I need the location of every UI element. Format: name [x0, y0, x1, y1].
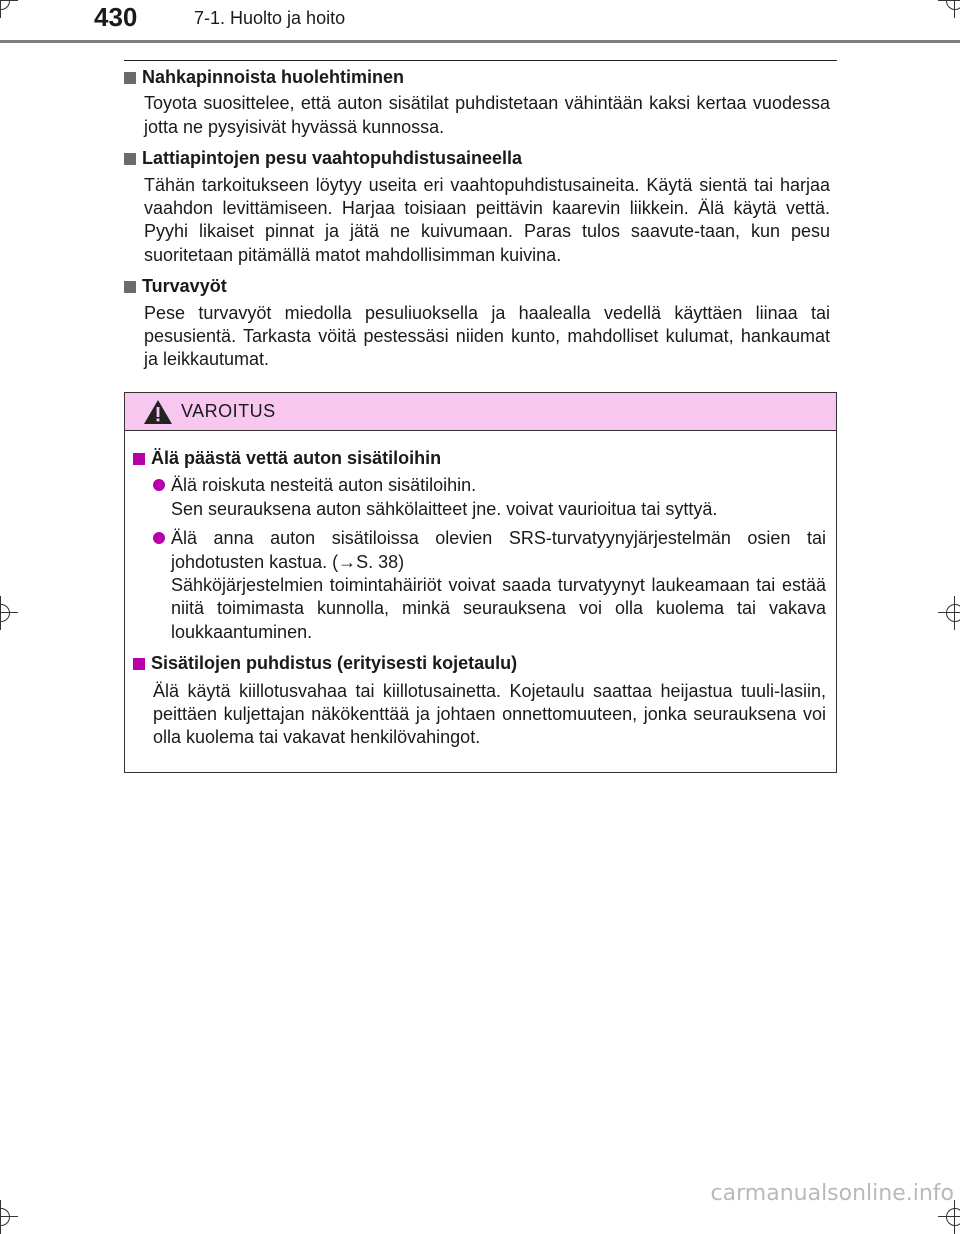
- square-bullet-icon: [133, 453, 145, 465]
- warning-bullet: [153, 474, 826, 521]
- bullet-text: Älä roiskuta nesteitä auton sisätiloihin.: [171, 475, 477, 496]
- warning-section-dashboard: [133, 652, 826, 750]
- warning-box: [124, 392, 837, 773]
- crop-mark-icon: [0, 1200, 18, 1234]
- crop-mark-icon: [938, 0, 960, 18]
- page-number: 430: [94, 2, 138, 32]
- main-content: [124, 66, 830, 380]
- square-bullet-icon: [124, 153, 136, 165]
- crop-mark-icon: [938, 596, 960, 630]
- section-floor: [124, 147, 830, 267]
- warning-label: VAROITUS: [181, 401, 276, 421]
- square-bullet-icon: [124, 72, 136, 84]
- section-leather: [124, 66, 830, 139]
- square-bullet-icon: [124, 281, 136, 293]
- header-divider: [0, 40, 960, 43]
- chapter-title: 7-1. Huolto ja hoito: [194, 8, 346, 28]
- square-bullet-icon: [133, 658, 145, 670]
- bullet-text: Sen seurauksena auton sähkölaitteet jne. voivat vaurioitua tai syttyä.: [171, 498, 718, 519]
- warning-triangle-icon: [143, 399, 173, 425]
- watermark: carmanualsonline.info: [710, 1181, 954, 1206]
- section-title: Turvavyöt: [142, 276, 227, 297]
- warning-section-title: Sisätilojen puhdistus (erityisesti kojetaulu): [151, 653, 518, 674]
- warning-content: [125, 431, 836, 750]
- warning-section-body: Älä käytä kiillotusvahaa tai kiillotusainetta. Kojetaulu saattaa heijastua tuuli-lasiin, peittäen kuljettajan näkökenttää ja johtaen onnettomuuteen, jonka seurauksena voi olla kuolema tai vakavat henkilövahingot.: [153, 680, 826, 748]
- section-title: Lattiapintojen pesu vaahtopuhdistusaineella: [142, 148, 523, 169]
- section-seatbelts: [124, 275, 830, 372]
- warning-bullet: [153, 527, 826, 644]
- bullet-text: Sähköjärjestelmien toimintahäiriöt voivat saada turvatyynyt laukeamaan tai estää niitä toimimasta kunnolla, minkä seurauksena voi olla kuolema tai vakava loukkaantuminen.: [171, 575, 826, 642]
- content-divider: [124, 60, 837, 61]
- warning-header: [125, 393, 836, 431]
- section-body: Tähän tarkoitukseen löytyy useita eri vaahtopuhdistusaineita. Käytä sientä tai harjaa vaahdon levittämiseen. Harjaa toisiaan peittävin kaarevin liikkein. Älä käytä vettä. Pyyhi likaiset pinnat ja jätä ne kuivumaan. Paras tulos saavute-taan, kun pesu suoritetaan pitämällä matot mahdollisimman kuivina.: [144, 174, 830, 265]
- section-title: Nahkapinnoista huolehtiminen: [142, 67, 405, 87]
- crop-mark-icon: [0, 0, 18, 18]
- round-bullet-icon: [153, 532, 165, 544]
- section-body: Toyota suosittelee, että auton sisätilat puhdistetaan vähintään kaksi kertaa vuodessa jotta ne pysyisivät hyvässä kunnossa.: [144, 93, 830, 137]
- crop-mark-icon: [0, 596, 18, 630]
- warning-section-water: [133, 447, 826, 644]
- bullet-text: Älä anna auton sisätiloissa olevien SRS-turvatyynyjärjestelmän osien tai johdotusten kastua. (→S. 38): [171, 528, 826, 572]
- section-body: Pese turvavyöt miedolla pesuliuoksella ja haalealla vedellä käyttäen liinaa tai pesusientä. Tarkasta vöitä pestessäsi niiden kunto, mahdolliset kulumat, hankaumat ja leikkautumat.: [144, 302, 830, 370]
- warning-section-title: Älä päästä vettä auton sisätiloihin: [151, 448, 442, 468]
- round-bullet-icon: [153, 479, 165, 491]
